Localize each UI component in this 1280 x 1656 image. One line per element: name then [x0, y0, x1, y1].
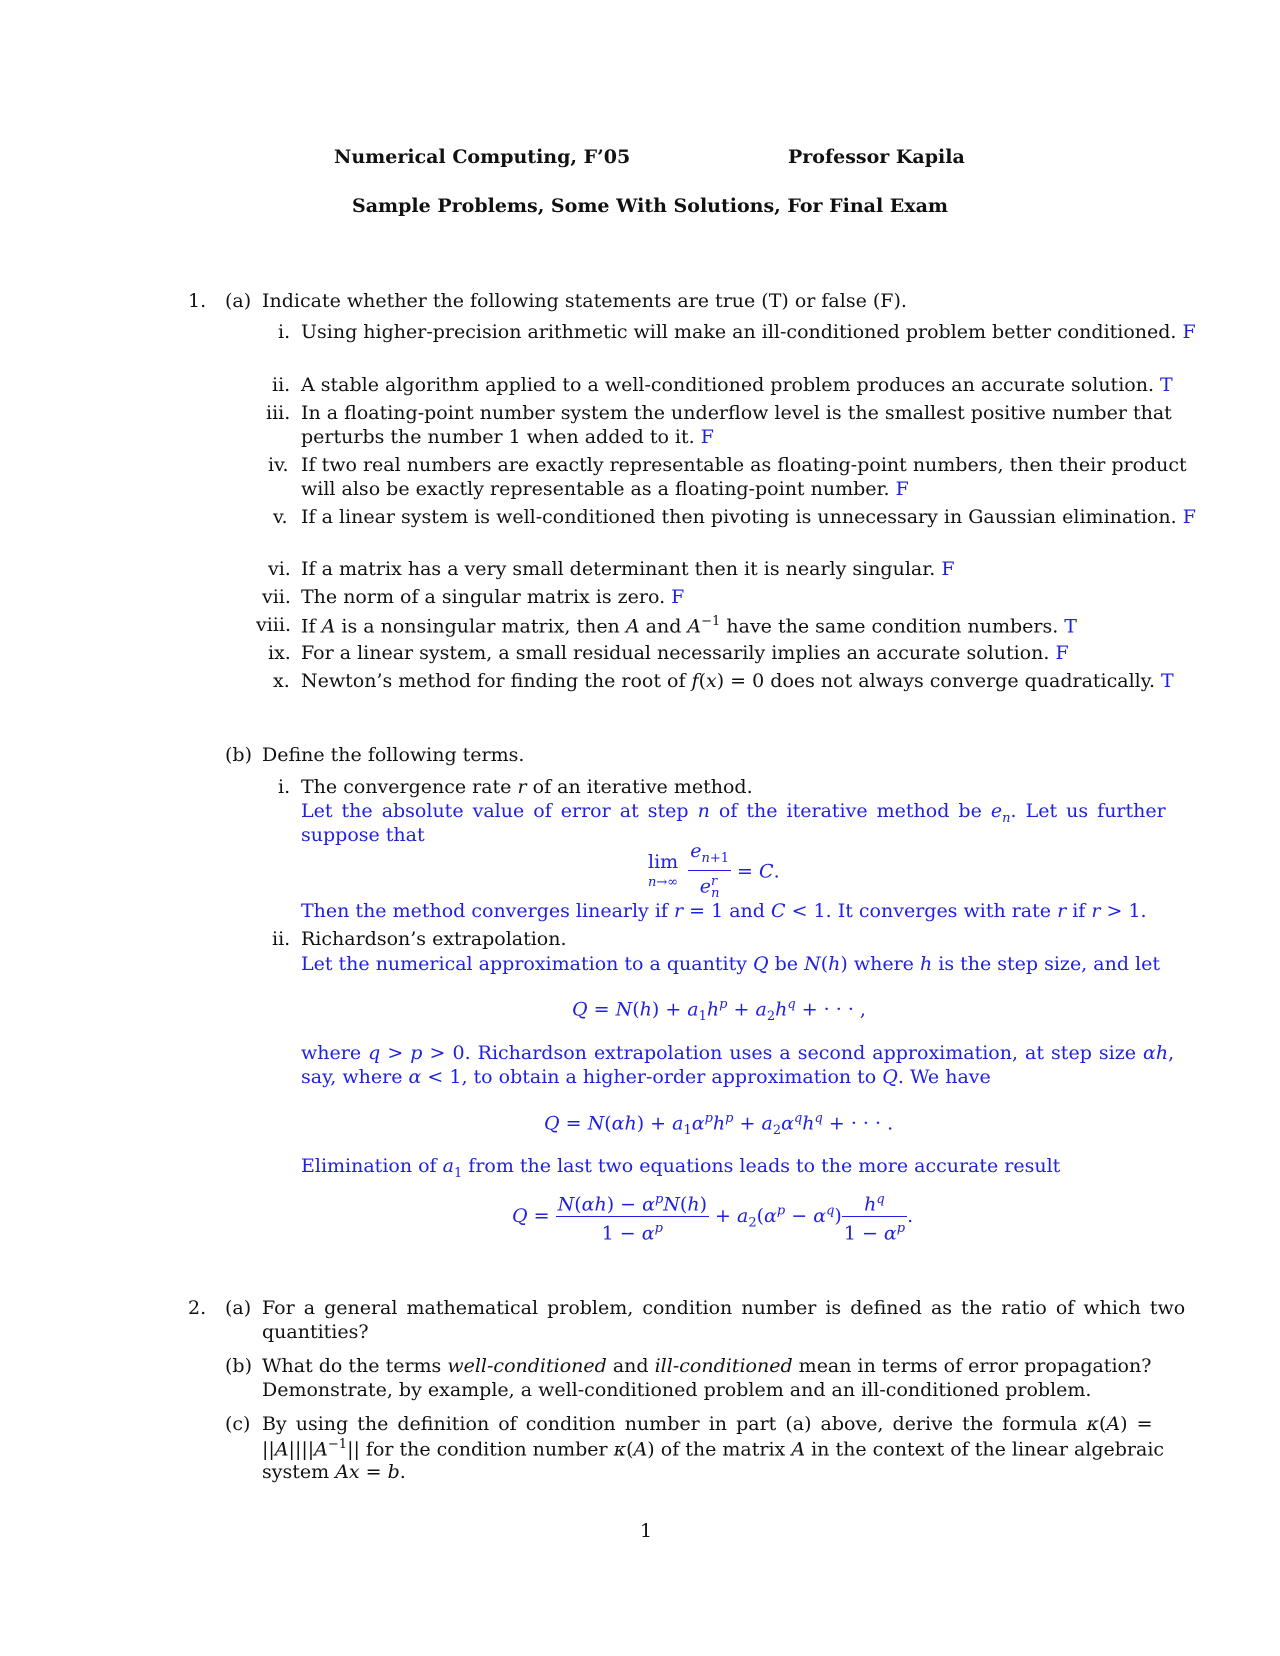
- q1b-item-label: i.: [278, 776, 291, 798]
- math-symbol: A: [625, 615, 640, 638]
- q1b-text: Define the following terms.: [262, 744, 525, 766]
- q2b-text-cont: Demonstrate, by example, a well-conditioned problem and an ill-conditioned problem.: [262, 1379, 1092, 1401]
- q1a-item-text: If a matrix has a very small determinant then it is nearly singular. F: [301, 558, 955, 580]
- q1b-label: (b): [225, 744, 252, 766]
- q1b-item-title: Richardson’s extrapolation.: [301, 928, 567, 950]
- q1a-item-label: v.: [273, 506, 288, 528]
- q2c-text: By using the definition of condition number in part (a) above, derive the formula κ(A) =: [262, 1413, 1153, 1435]
- q2c-text-cont: $||A||||A^{-1}||$ for the condition number κ(A) of the matrix A in the context of the linear algebraic: [262, 1437, 1165, 1461]
- solution-line: Elimination of $a_1$ from the last two equations leads to the more accurate result: [301, 1155, 1061, 1181]
- answer-badge: T: [1064, 615, 1077, 638]
- answer-badge: T: [1160, 374, 1173, 396]
- richardson-equation-2: $Q = N(\alpha h) + a_1\alpha^ph^p + a_2\alpha^qh^q$ + · · · .: [544, 1111, 894, 1139]
- q1a-item-text: If A is a nonsingular matrix, then A and $A^{-1}$ have the same condition numbers. T: [301, 614, 1077, 638]
- q1a-text: Indicate whether the following statements are true (T) or false (F).: [262, 290, 907, 312]
- q1a-item-label: viii.: [256, 614, 292, 636]
- answer-badge: F: [671, 586, 685, 608]
- q1a-item-label: x.: [273, 670, 290, 692]
- professor-name: Professor Kapila: [788, 146, 965, 168]
- q1a-item-label: iii.: [266, 402, 291, 424]
- q1a-item-text: The norm of a singular matrix is zero. F: [301, 586, 685, 608]
- page-subtitle: Sample Problems, Some With Solutions, For Final Exam: [352, 195, 949, 217]
- q1a-item-text: A stable algorithm applied to a well-conditioned problem produces an accurate solution. T: [301, 374, 1173, 396]
- math-symbol: A: [321, 615, 336, 638]
- q1a-item-label: vii.: [262, 586, 291, 608]
- solution-line: suppose that: [301, 824, 425, 846]
- q1a-item-text: In a floating-point number system the underflow level is the smallest positive number that: [301, 402, 1172, 424]
- q1b-item-label: ii.: [272, 928, 291, 950]
- page-number: 1: [640, 1520, 653, 1542]
- q1a-item-text-cont: will also be exactly representable as a floating-point number. F: [301, 478, 909, 500]
- answer-badge: F: [1182, 321, 1196, 343]
- q1-number: 1.: [188, 290, 207, 312]
- q1a-item-label: ii.: [272, 374, 291, 396]
- q1a-label: (a): [225, 290, 252, 312]
- course-title: Numerical Computing, F’05: [334, 146, 631, 168]
- q1a-item-text: Newton’s method for finding the root of f(x) = 0 does not always converge quadratically. T: [301, 670, 1174, 692]
- solution-line: say, where α < 1, to obtain a higher-order approximation to Q. We have: [301, 1066, 991, 1088]
- q2a-label: (a): [225, 1297, 252, 1319]
- q1b-item-title: The convergence rate r of an iterative method.: [301, 776, 753, 798]
- q2-number: 2.: [188, 1297, 207, 1319]
- q1a-item-text: If two real numbers are exactly representable as floating-point numbers, then their product: [301, 454, 1187, 476]
- q2c-label: (c): [225, 1413, 251, 1435]
- solution-line: where q > p > 0. Richardson extrapolation uses a second approximation, at step size αh,: [301, 1042, 1175, 1064]
- q1a-item-label: vi.: [268, 558, 291, 580]
- q2b-text: What do the terms well-conditioned and ill-conditioned mean in terms of error propagation?: [262, 1355, 1152, 1377]
- answer-badge: F: [700, 426, 714, 448]
- q2a-text: For a general mathematical problem, condition number is defined as the ratio of which two: [262, 1297, 1186, 1319]
- richardson-result-equation: Q = $\frac{N(\alpha h) - \alpha^pN(h)}{1 - \alpha^p}$ + $a_2(\alpha^p - \alpha^q)$ $\frac{h^q}{1 - \alpha^p}$ .: [512, 1192, 914, 1245]
- math-symbol: A: [687, 615, 702, 638]
- math-expr: f: [691, 670, 699, 692]
- answer-badge: F: [941, 558, 955, 580]
- q1a-item-label: i.: [278, 321, 291, 343]
- q2b-label: (b): [225, 1355, 252, 1377]
- q2a-text-cont: quantities?: [262, 1321, 369, 1343]
- solution-line: Let the numerical approximation to a quantity Q be N(h) where h is the step size, and let: [301, 953, 1160, 975]
- q1a-item-label: iv.: [268, 454, 289, 476]
- answer-badge: F: [895, 478, 909, 500]
- answer-badge: T: [1161, 670, 1174, 692]
- solution-line: Let the absolute value of error at step n of the iterative method be $e_n$. Let us further: [301, 800, 1166, 826]
- q2c-text-cont: system Ax = b.: [262, 1461, 406, 1483]
- q1a-item-text-cont: perturbs the number 1 when added to it. F: [301, 426, 714, 448]
- q1a-item-text: If a linear system is well-conditioned then pivoting is unnecessary in Gaussian elimination. F: [301, 506, 1196, 528]
- q1a-item-label: ix.: [268, 642, 291, 664]
- answer-badge: F: [1182, 506, 1196, 528]
- richardson-equation-1: $Q = N(h) + a_1h^p + a_2h^q$ + · · · ,: [572, 997, 866, 1025]
- q1a-item-text: Using higher-precision arithmetic will make an ill-conditioned problem better conditioned. F: [301, 321, 1196, 343]
- q1a-item-text: For a linear system, a small residual necessarily implies an accurate solution. F: [301, 642, 1069, 664]
- answer-badge: F: [1055, 642, 1069, 664]
- solution-line: Then the method converges linearly if r = 1 and C < 1. It converges with rate r if r > 1.: [301, 900, 1147, 922]
- limit-equation: lim n→∞ $\frac{e_{n+1}}{e^r_n}$ = C.: [648, 840, 780, 905]
